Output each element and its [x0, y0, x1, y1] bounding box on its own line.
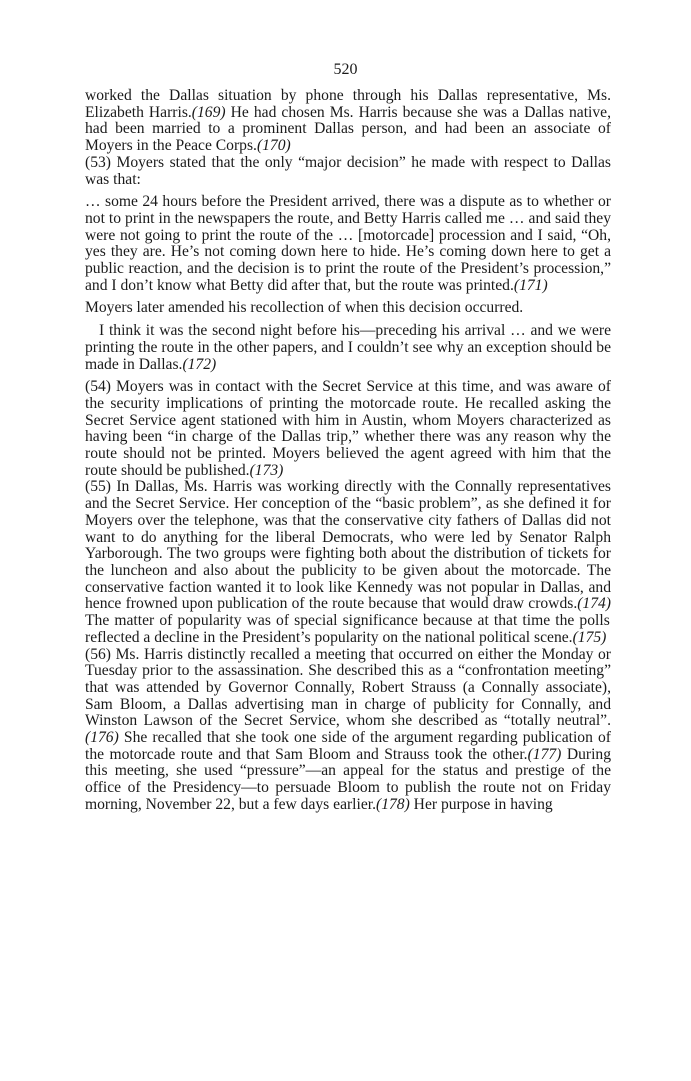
- paragraph-continuation: worked the Dallas situation by phone through his Dallas representative, Ms. Elizabeth Harris.(169) He had chosen Ms. Harris because she was a Dallas native, had been married to a prominent Dallas person, and had been an associate of Moyers in the Peace Corps.(170): [85, 87, 611, 155]
- paragraph-54: (54) Moyers was in contact with the Secret Service at this time, and was aware of the security implications of printing the motorcade route. He recalled asking the Secret Service agent stationed with him in Austin, whom Moyers characterized as having been “in charge of the Dallas trip,” whether there was any reason why the route should not be printed. Moyers believed the agent agreed with him that the route should be published.(173): [85, 378, 611, 479]
- page-body: [85, 88, 611, 814]
- footnote-ref: (175): [572, 628, 607, 646]
- block-quote-2: I think it was the second night before his—preceding his arrival … and we were printing the route in the other papers, and I couldn’t see why an exception should be made in Dallas.(172): [85, 322, 611, 373]
- paragraph-55: (55) In Dallas, Ms. Harris was working directly with the Connally representatives and the Secret Service. Her conception of the “basic problem”, as she defined it for Moyers over the telephone, was that the conservative city fathers of Dallas did not want to do anything for the liberal Democrats, who were led by Senator Ralph Yarborough. The two groups were fighting both about the distribution of tickets for the luncheon and also about the publicity to be given about the motorcade. The conservative faction wanted it to look like Kennedy was not popular in Dallas, and hence frowned upon publication of the route because that would draw crowds.(174) The matter of popularity was of special significance because at that time the polls reflected a decline in the President’s popularity on the national political scene.(175): [85, 478, 611, 646]
- footnote-ref: (171): [513, 276, 548, 294]
- footnote-ref: (173): [249, 461, 284, 479]
- footnote-ref: (172): [182, 355, 217, 373]
- page-number: 520: [333, 61, 358, 78]
- paragraph-56: (56) Ms. Harris distinctly recalled a meeting that occurred on either the Monday or Tuesday prior to the assassination. She described this as a “confrontation meeting” that was attended by Governor Connally, Robert Strauss (a Connally associate), Sam Bloom, a Dallas advertising man in charge of publicity for Connally, and Winston Lawson of the Secret Service, whom she described as “totally neutral”.(176) She recalled that she took one side of the argument regarding publication of the motorcade route and that Sam Bloom and Strauss took the other.(177) During this meeting, she used “pressure”—an appeal for the status and prestige of the office of the Presidency—to persuade Bloom to publish the route not on Friday morning, November 22, but a few days earlier.(178) Her purpose in having: [85, 645, 612, 813]
- block-quote-1: … some 24 hours before the President arrived, there was a dispute as to whether or not to print in the newspapers the route, and Betty Harris called me … and said they were not going to print the route of the … [motorcade] procession and I said, “Oh, yes they are. He’s not coming down here to hide. He’s coming down here to get a public reaction, and the decision is to print the route of the President’s procession,” and I don’t know what Betty did after that, but the route was printed.(171): [85, 193, 611, 294]
- footnote-ref: (178): [376, 795, 410, 813]
- paragraph-53: (53) Moyers stated that the only “major decision” he made with respect to Dallas was that:: [85, 153, 611, 188]
- paragraph-moyers-amended: Moyers later amended his recollection of when this decision occurred.: [85, 299, 524, 317]
- footnote-ref: (174): [577, 595, 611, 613]
- footnote-ref: (176): [85, 729, 119, 747]
- footnote-ref: (170): [256, 137, 291, 155]
- footnote-ref: (177): [527, 745, 562, 763]
- footnote-ref: (169): [191, 103, 226, 121]
